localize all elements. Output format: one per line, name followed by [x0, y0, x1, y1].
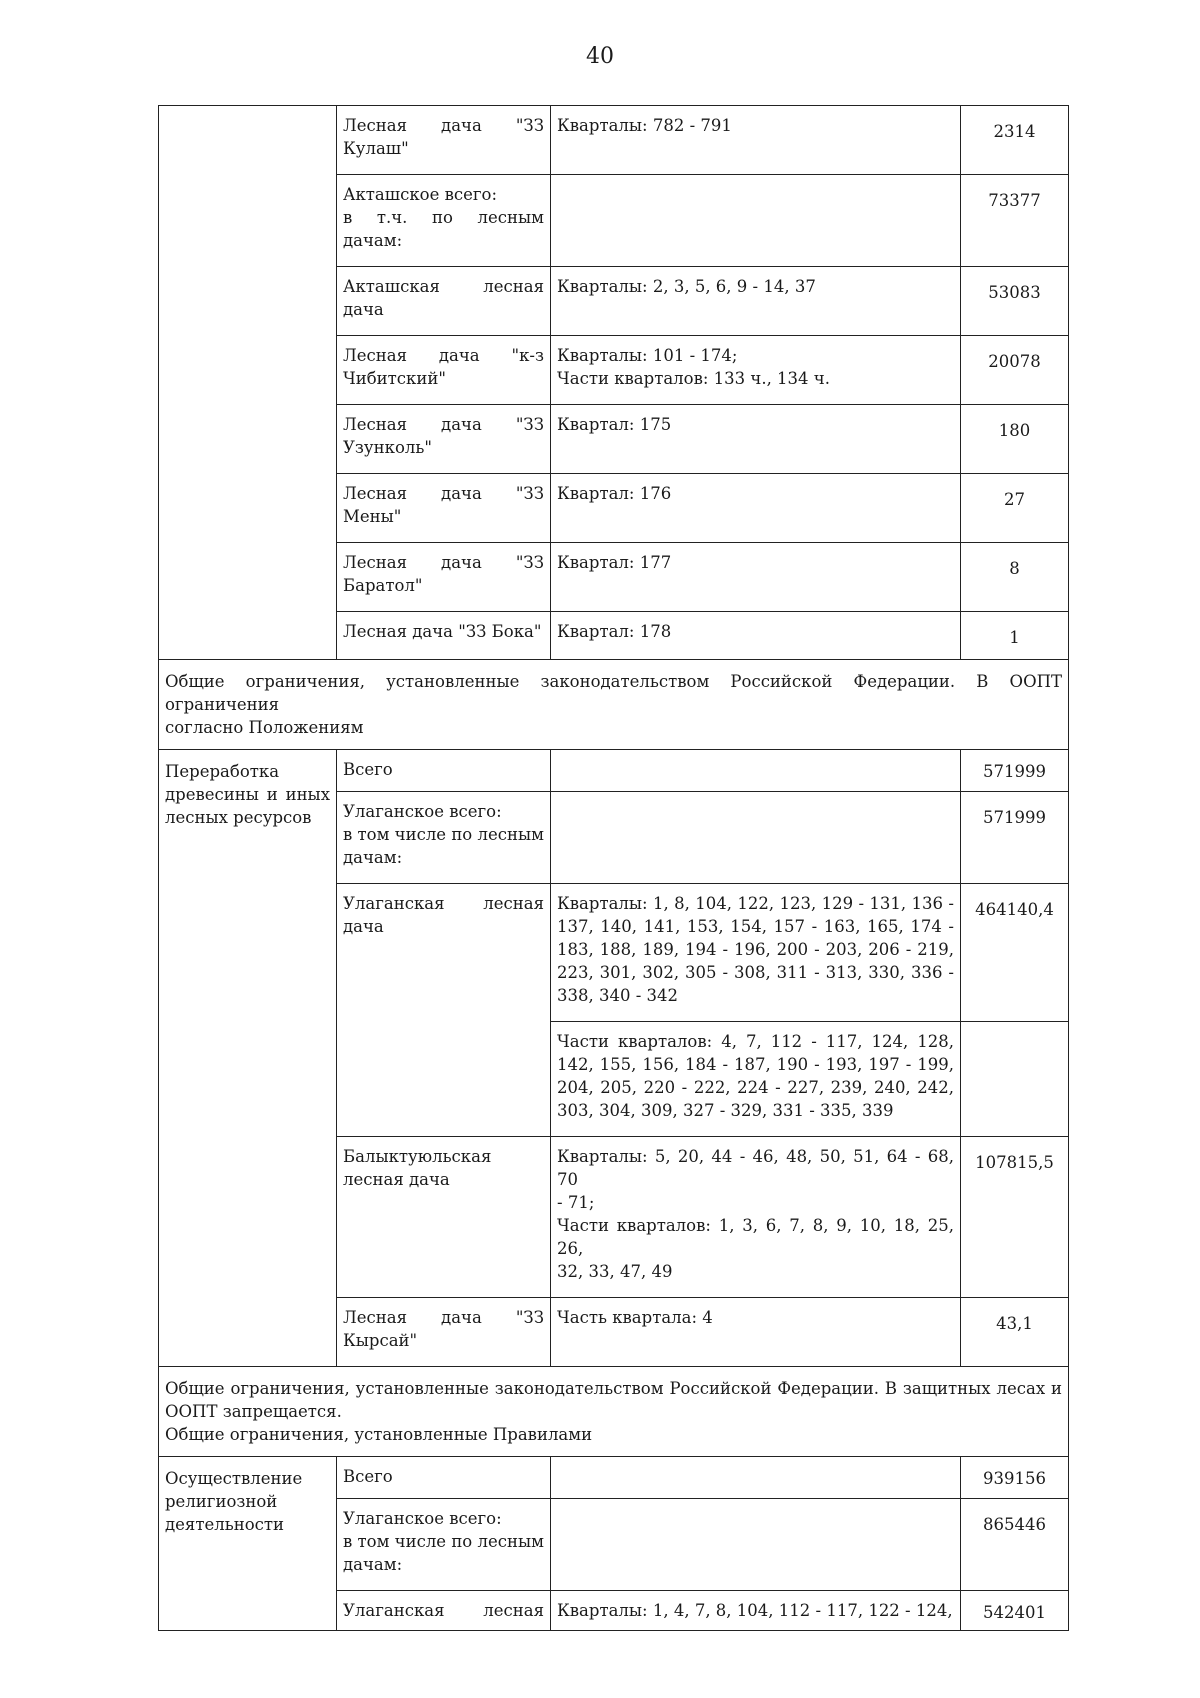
quarters-cell	[551, 175, 961, 267]
area-value: 571999	[961, 750, 1069, 792]
activity-name: Переработка древесины и иных лесных ресурсов	[159, 750, 337, 1367]
activity-name: Осуществление религиозной деятельности	[159, 1457, 337, 1631]
forest-area-name: Лесная дача "ЗЗ Мены"	[337, 474, 551, 543]
forest-area-name: Всего	[337, 1457, 551, 1499]
forest-area-name: Балыктуюльская лесная дача	[337, 1137, 551, 1298]
forest-area-name: Акташская лесная дача	[337, 267, 551, 336]
forest-area-name: Лесная дача "ЗЗ Баратол"	[337, 543, 551, 612]
area-value	[961, 1022, 1069, 1137]
forest-area-name: Акташское всего: в т.ч. по лесным дачам:	[337, 175, 551, 267]
area-value: 107815,5	[961, 1137, 1069, 1298]
area-value: 20078	[961, 336, 1069, 405]
table-row	[159, 750, 1069, 792]
table-row	[159, 1457, 1069, 1499]
quarters-cell: Кварталы: 2, 3, 5, 6, 9 - 14, 37	[551, 267, 961, 336]
forest-area-name: Лесная дача "ЗЗ Бока"	[337, 612, 551, 660]
quarters-cell: Кварталы: 5, 20, 44 - 46, 48, 50, 51, 64 - 68, 70 - 71; Части кварталов: 1, 3, 6, 7, 8, 9, 10, 18, 25, 26, 32, 33, 47, 49	[551, 1137, 961, 1298]
quarters-cell: Часть квартала: 4	[551, 1298, 961, 1367]
forest-area-name: Лесная дача "ЗЗ Кырсай"	[337, 1298, 551, 1367]
restrictions-text: Общие ограничения, установленные законодательством Российской Федерации. В ООПТ ограничения согласно Положениям	[159, 660, 1069, 750]
restrictions-row	[159, 660, 1069, 750]
area-value: 2314	[961, 106, 1069, 175]
area-value: 73377	[961, 175, 1069, 267]
quarters-cell	[551, 1499, 961, 1591]
area-value: 939156	[961, 1457, 1069, 1499]
page-number: 40	[586, 44, 614, 69]
area-value: 53083	[961, 267, 1069, 336]
area-value: 464140,4	[961, 884, 1069, 1022]
forest-area-name: Лесная дача "ЗЗ Узунколь"	[337, 405, 551, 474]
quarters-cell: Квартал: 178	[551, 612, 961, 660]
quarters-cell	[551, 792, 961, 884]
forest-area-name: Лесная дача "к-з Чибитский"	[337, 336, 551, 405]
area-value: 1	[961, 612, 1069, 660]
activity-cell-empty	[159, 106, 337, 660]
quarters-cell	[551, 750, 961, 792]
quarters-cell	[551, 1457, 961, 1499]
area-value: 180	[961, 405, 1069, 474]
forest-area-name: Улаганское всего: в том числе по лесным дачам:	[337, 1499, 551, 1591]
area-value: 542401	[961, 1591, 1069, 1631]
area-value: 8	[961, 543, 1069, 612]
restrictions-row	[159, 1367, 1069, 1457]
area-value: 571999	[961, 792, 1069, 884]
quarters-cell: Квартал: 177	[551, 543, 961, 612]
quarters-cell: Кварталы: 101 - 174; Части кварталов: 133 ч., 134 ч.	[551, 336, 961, 405]
quarters-cell: Кварталы: 1, 8, 104, 122, 123, 129 - 131, 136 - 137, 140, 141, 153, 154, 157 - 163, 165, 174 - 183, 188, 189, 194 - 196, 200 - 203, 206 - 219, 223, 301, 302, 305 - 308, 311 - 313, 330, 336 - 338, 340 - 342	[551, 884, 961, 1022]
area-value: 43,1	[961, 1298, 1069, 1367]
forest-area-name: Улаганское всего: в том числе по лесным дачам:	[337, 792, 551, 884]
forest-area-name: Улаганская лесная дача	[337, 884, 551, 1137]
forest-area-name: Всего	[337, 750, 551, 792]
area-value: 27	[961, 474, 1069, 543]
quarters-cell: Части кварталов: 4, 7, 112 - 117, 124, 128, 142, 155, 156, 184 - 187, 190 - 193, 197 - 199, 204, 205, 220 - 222, 224 - 227, 239, 240, 242, 303, 304, 309, 327 - 329, 331 - 335, 339	[551, 1022, 961, 1137]
forest-area-name: Лесная дача "ЗЗ Кулаш"	[337, 106, 551, 175]
forest-area-name: Улаганская лесная	[337, 1591, 551, 1631]
quarters-cell: Квартал: 175	[551, 405, 961, 474]
quarters-cell: Кварталы: 1, 4, 7, 8, 104, 112 - 117, 122 - 124,	[551, 1591, 961, 1631]
forest-use-table	[158, 105, 1069, 1631]
quarters-cell: Квартал: 176	[551, 474, 961, 543]
restrictions-text: Общие ограничения, установленные законодательством Российской Федерации. В защитных лесах и ООПТ запрещается. Общие ограничения, установленные Правилами	[159, 1367, 1069, 1457]
area-value: 865446	[961, 1499, 1069, 1591]
table-row	[159, 106, 1069, 175]
quarters-cell: Кварталы: 782 - 791	[551, 106, 961, 175]
